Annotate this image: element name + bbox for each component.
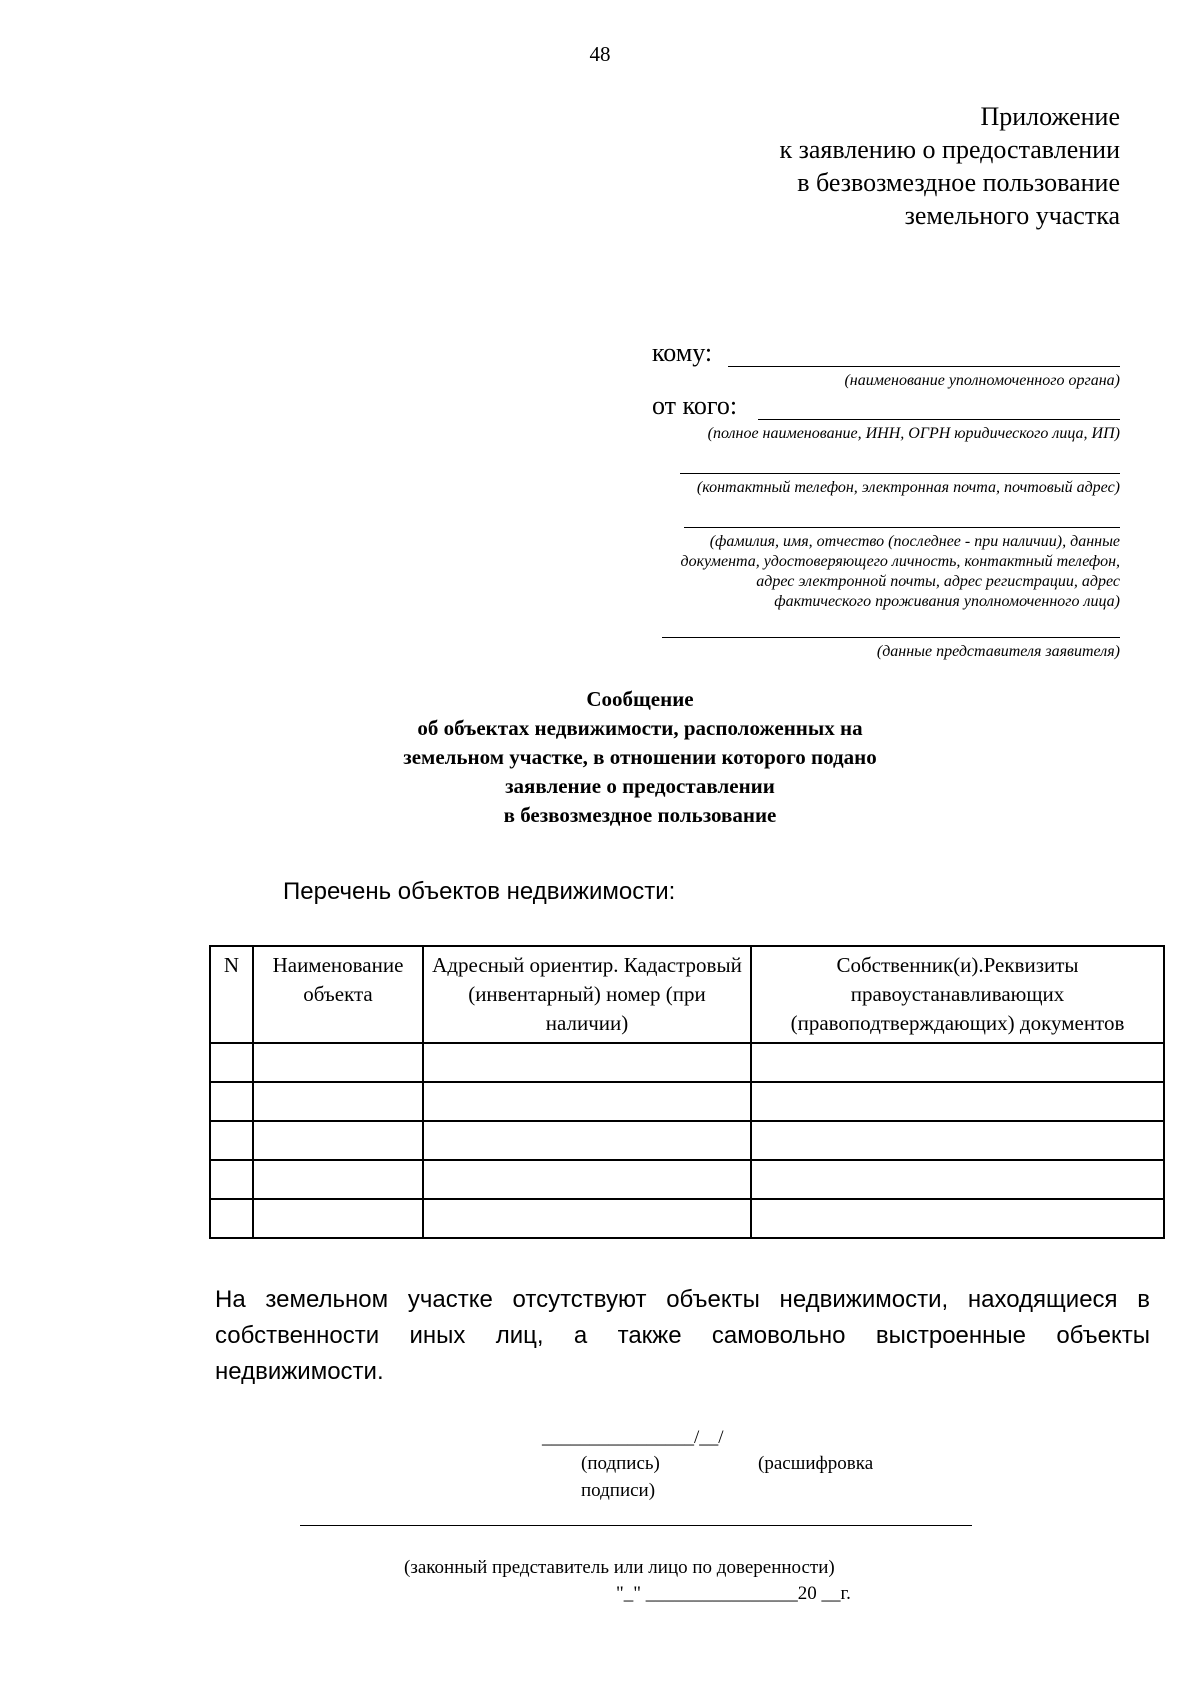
appendix-line: Приложение <box>980 102 1120 131</box>
table-cell[interactable] <box>210 1199 253 1238</box>
header-object-name: Наименование объекта <box>253 946 423 1043</box>
table-cell[interactable] <box>253 1160 423 1199</box>
table-cell[interactable] <box>210 1121 253 1160</box>
table-cell[interactable] <box>423 1121 751 1160</box>
table-cell[interactable] <box>751 1121 1164 1160</box>
appendix-line: к заявлению о предоставлении <box>779 135 1120 164</box>
table-cell[interactable] <box>751 1043 1164 1082</box>
table-cell[interactable] <box>210 1160 253 1199</box>
date-line[interactable]: "_" ________________20 __г. <box>616 1583 851 1604</box>
from-field-line[interactable] <box>758 419 1120 420</box>
title-line: заявление о предоставлении <box>505 774 775 798</box>
person-caption-line: документа, удостоверяющего личность, контактный телефон, <box>680 553 1120 570</box>
to-caption: (наименование уполномоченного органа) <box>844 372 1120 389</box>
table-cell[interactable] <box>751 1199 1164 1238</box>
table-cell[interactable] <box>423 1199 751 1238</box>
signature-line[interactable]: ________________/__/ <box>542 1427 724 1448</box>
document-title <box>300 685 980 830</box>
table-header-row <box>210 946 1164 1043</box>
notice-paragraph: На земельном участке отсутствуют объекты недвижимости, находящиеся в собственности иных лиц, а также самовольно выстроенные объекты недвижимости. <box>215 1286 1150 1385</box>
appendix-line: в безвозмездное пользование <box>797 168 1120 197</box>
appendix-header <box>779 100 1120 232</box>
table-cell[interactable] <box>423 1160 751 1199</box>
signature-caption: (подпись) <box>581 1453 660 1474</box>
appendix-line: земельного участка <box>904 201 1120 230</box>
header-address: Адресный ориентир. Кадастровый (инвентарный) номер (при наличии) <box>423 946 751 1043</box>
page-number: 48 <box>589 42 611 66</box>
objects-table <box>209 945 1165 1239</box>
representative-caption: (данные представителя заявителя) <box>876 643 1120 660</box>
table-cell[interactable] <box>253 1043 423 1082</box>
title-line: в безвозмездное пользование <box>503 803 777 827</box>
title-line: Сообщение <box>586 687 694 711</box>
to-label: кому: <box>652 338 713 367</box>
from-label: от кого: <box>652 391 738 420</box>
table-cell[interactable] <box>210 1082 253 1121</box>
table-cell[interactable] <box>423 1082 751 1121</box>
table-cell[interactable] <box>253 1121 423 1160</box>
person-field-line[interactable] <box>684 527 1120 528</box>
table-row <box>210 1199 1164 1238</box>
table-cell[interactable] <box>423 1043 751 1082</box>
table-cell[interactable] <box>253 1199 423 1238</box>
title-line: земельном участке, в отношении которого подано <box>403 745 877 769</box>
header-owner: Собственник(и).Реквизиты правоустанавливающих (правоподтверждающих) документов <box>751 946 1164 1043</box>
table-cell[interactable] <box>751 1082 1164 1121</box>
signature-caption-cont: подписи) <box>581 1480 656 1501</box>
person-caption-line: (фамилия, имя, отчество (последнее - при наличии), данные <box>709 533 1120 550</box>
title-line: об объектах недвижимости, расположенных на <box>417 716 863 740</box>
person-caption-line: фактического проживания уполномоченного лица) <box>774 593 1120 610</box>
representative-field-line[interactable] <box>662 637 1120 638</box>
person-caption <box>680 532 1120 612</box>
list-title: Перечень объектов недвижимости: <box>283 878 676 905</box>
person-caption-line: адрес электронной почты, адрес регистрации, адрес <box>756 573 1120 590</box>
table-cell[interactable] <box>210 1043 253 1082</box>
contact-field-line[interactable] <box>680 473 1120 474</box>
table-row <box>210 1121 1164 1160</box>
from-caption: (полное наименование, ИНН, ОГРН юридического лица, ИП) <box>707 425 1120 442</box>
contact-caption: (контактный телефон, электронная почта, почтовый адрес) <box>696 479 1120 496</box>
decode-caption: (расшифровка <box>758 1453 874 1474</box>
legal-representative-caption: (законный представитель или лицо по доверенности) <box>404 1557 835 1578</box>
representative-line[interactable] <box>300 1525 972 1526</box>
to-field-line[interactable] <box>728 366 1120 367</box>
table-row <box>210 1043 1164 1082</box>
table-row <box>210 1160 1164 1199</box>
table-row <box>210 1082 1164 1121</box>
header-number: N <box>210 946 253 1043</box>
table-cell[interactable] <box>751 1160 1164 1199</box>
table-cell[interactable] <box>253 1082 423 1121</box>
